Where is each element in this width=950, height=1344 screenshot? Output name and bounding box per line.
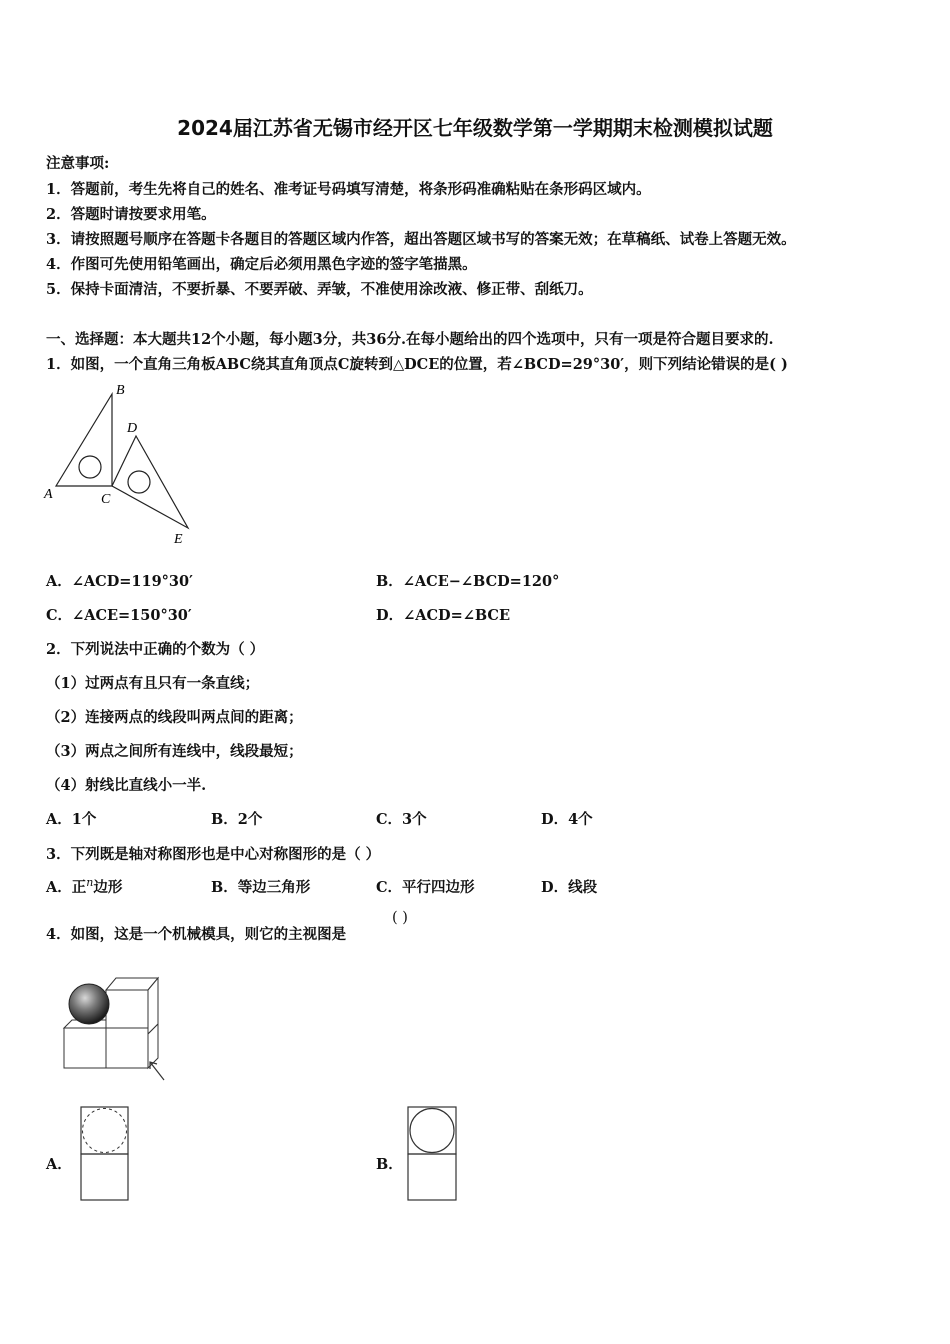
section-heading: 一、选择题：本大题共12个小题，每小题3分，共36分.在每小题给出的四个选项中，只有一项是符合题目要求的.: [46, 331, 774, 348]
q2-option-d[interactable]: D．4个: [541, 811, 593, 828]
q1-option-a[interactable]: A．∠ACD=119°30′: [46, 573, 193, 590]
q1-option-b[interactable]: B．∠ACE−∠BCD=120°: [376, 573, 560, 590]
circle-hole-icon: [79, 456, 101, 478]
page-title: 2024届江苏省无锡市经开区七年级数学第一学期期末检测模拟试题: [177, 116, 773, 140]
label-a: A: [44, 487, 53, 502]
q4-option-a[interactable]: A．: [46, 1156, 72, 1173]
cube-front-face: [106, 990, 148, 1034]
notice-item: 5．保持卡面清洁，不要折暴、不要弄破、弄皱，不准使用涂改液、修正带、刮纸刀。: [46, 281, 593, 298]
notice-heading: 注意事项:: [46, 155, 110, 172]
square-top: [81, 1107, 128, 1154]
q1-option-d[interactable]: D．∠ACD=∠BCE: [376, 607, 511, 624]
label-c: C: [101, 492, 111, 507]
q4-option-b[interactable]: B．: [376, 1156, 403, 1173]
q3-stem: 3．下列既是轴对称图形也是中心对称图形的是（ ）: [46, 846, 381, 863]
solid-circle-icon: [410, 1109, 454, 1153]
q4-answer-paren: ( ): [392, 910, 408, 926]
q2-stem: 2．下列说法中正确的个数为（ ）: [46, 641, 265, 658]
q3-option-a-suffix: 边形: [93, 879, 123, 896]
notice-item: 4．作图可先使用铅笔画出，确定后必须用黑色字迹的签字笔描黑。: [46, 256, 477, 273]
q1-option-c[interactable]: C．∠ACE=150°30′: [46, 607, 192, 624]
view-direction-arrow-icon: [150, 1062, 164, 1080]
sphere-icon: [69, 984, 109, 1024]
n-symbol: n: [86, 876, 94, 890]
label-d: D: [127, 421, 138, 436]
label-b: B: [116, 383, 125, 398]
q2-statement: （2）连接两点的线段叫两点间的距离；: [46, 709, 303, 726]
q2-option-a[interactable]: A．1个: [46, 811, 97, 828]
notice-item: 2．答题时请按要求用笔。: [46, 206, 216, 223]
circle-hole-icon: [128, 471, 150, 493]
q3-option-d[interactable]: D．线段: [541, 879, 598, 896]
q2-statement: （1）过两点有且只有一条直线；: [46, 675, 260, 692]
q4-stem: 4．如图，这是一个机械模具，则它的主视图是: [46, 926, 347, 943]
q2-option-b[interactable]: B．2个: [211, 811, 263, 828]
q2-option-c[interactable]: C．3个: [376, 811, 427, 828]
square-bottom: [408, 1154, 456, 1200]
q4-option-a-figure: [80, 1106, 130, 1202]
q2-statement: （3）两点之间所有连线中，线段最短；: [46, 743, 303, 760]
label-e: E: [174, 532, 183, 547]
q2-statement: （4）射线比直线小一半.: [46, 777, 207, 794]
dashed-circle-icon: [83, 1109, 127, 1153]
q1-stem: 1．如图，一个直角三角板ABC绕其直角顶点C旋转到△DCE的位置，若∠BCD=29°30′，则下列结论错误的是( ): [46, 356, 788, 373]
notice-item: 1．答题前，考生先将自己的姓名、准考证号码填写清楚，将条形码准确粘贴在条形码区域内。: [46, 181, 651, 198]
square-bottom: [81, 1154, 128, 1200]
block-front-right: [106, 1028, 148, 1068]
notice-item: 3．请按照题号顺序在答题卡各题目的答题区域内作答，超出答题区域书写的答案无效；在草稿纸、试卷上答题无效。: [46, 231, 796, 248]
q3-option-a[interactable]: [46, 876, 122, 897]
square-top: [408, 1107, 456, 1154]
q4-mold-figure: [58, 972, 178, 1084]
block-front-left: [64, 1028, 106, 1068]
q3-option-b[interactable]: B．等边三角形: [211, 879, 311, 896]
q4-option-b-figure: [407, 1106, 459, 1202]
q3-option-c[interactable]: C．平行四边形: [376, 879, 475, 896]
q1-triangle-figure: [44, 378, 204, 548]
q3-option-a-prefix: A．正: [46, 879, 87, 896]
triangle-abc: [56, 394, 112, 486]
